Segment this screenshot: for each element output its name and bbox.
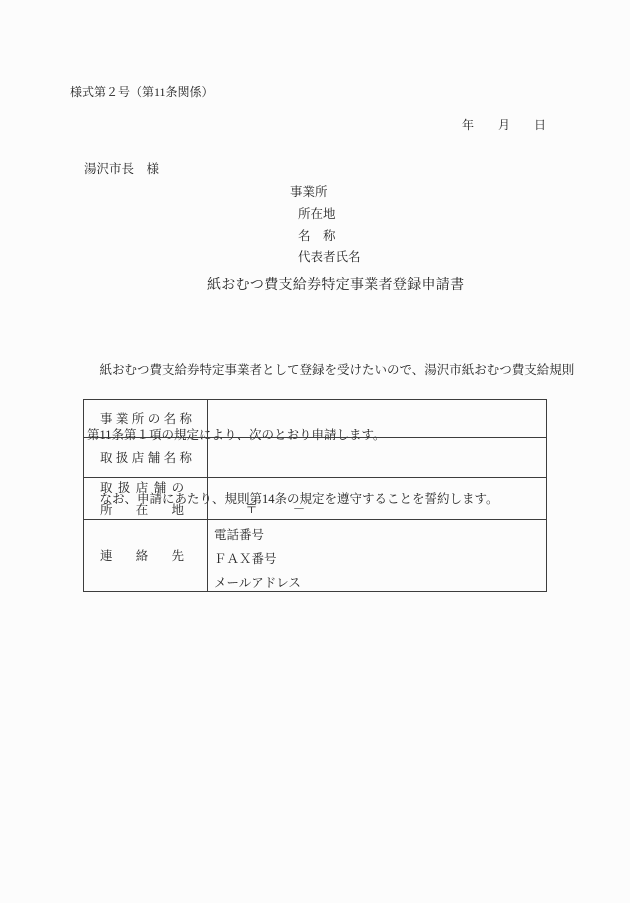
contact-value-cell: [208, 520, 546, 591]
office-name-value-cell: [208, 400, 546, 437]
applicant-representative-label: 代表者氏名: [298, 250, 361, 264]
table-row-store-name: [84, 438, 546, 478]
email-address-label: メールアドレス: [214, 576, 301, 590]
store-address-label-line1: 取扱店舗の: [100, 480, 190, 495]
body-line-1: 紙おむつ費支給券特定事業者として登録を受けたいので、湯沢市紙おむつ費支給規則: [87, 363, 575, 377]
store-name-value-cell: [208, 438, 546, 477]
applicant-name-label: 名 称: [298, 229, 336, 243]
postal-mark-icon: 〒: [245, 502, 258, 516]
store-name-label-cell: [84, 438, 208, 477]
store-address-value-cell: [208, 478, 546, 519]
contact-lines: [208, 520, 546, 595]
addressee-line: 湯沢市長 様: [84, 162, 160, 176]
office-name-label: 事業所の名称: [100, 411, 196, 426]
contact-label: 連絡先: [100, 548, 208, 563]
table-row-office-name: [84, 400, 546, 438]
phone-number-label: 電話番号: [214, 528, 265, 542]
applicant-address-label: 所在地: [298, 207, 336, 221]
store-name-label: 取扱店舗名称: [100, 450, 196, 465]
store-address-label-cell: [84, 478, 208, 519]
postal-code-separator: －: [292, 502, 306, 516]
body-line-2: 第11条第１項の規定により、次のとおり申請します。: [87, 427, 386, 442]
contact-label-cell: [84, 520, 208, 591]
fax-number-label: ＦＡＸ番号: [214, 552, 277, 566]
date-line: 年 月 日: [461, 118, 546, 132]
applicant-office-label: 事業所: [290, 185, 328, 199]
office-name-label-cell: [84, 400, 208, 437]
table-row-store-address: [84, 478, 546, 520]
application-table: [83, 399, 547, 592]
store-address-label-line2: 所在地: [100, 502, 208, 517]
body-line-3: なお、申請にあたり、規則第14条の規定を遵守することを誓約します。: [87, 492, 499, 506]
table-row-contact: [84, 520, 546, 591]
document-title: 紙おむつ費支給券特定事業者登録申請書: [207, 278, 465, 293]
form-number: 様式第２号（第11条関係）: [70, 85, 214, 99]
